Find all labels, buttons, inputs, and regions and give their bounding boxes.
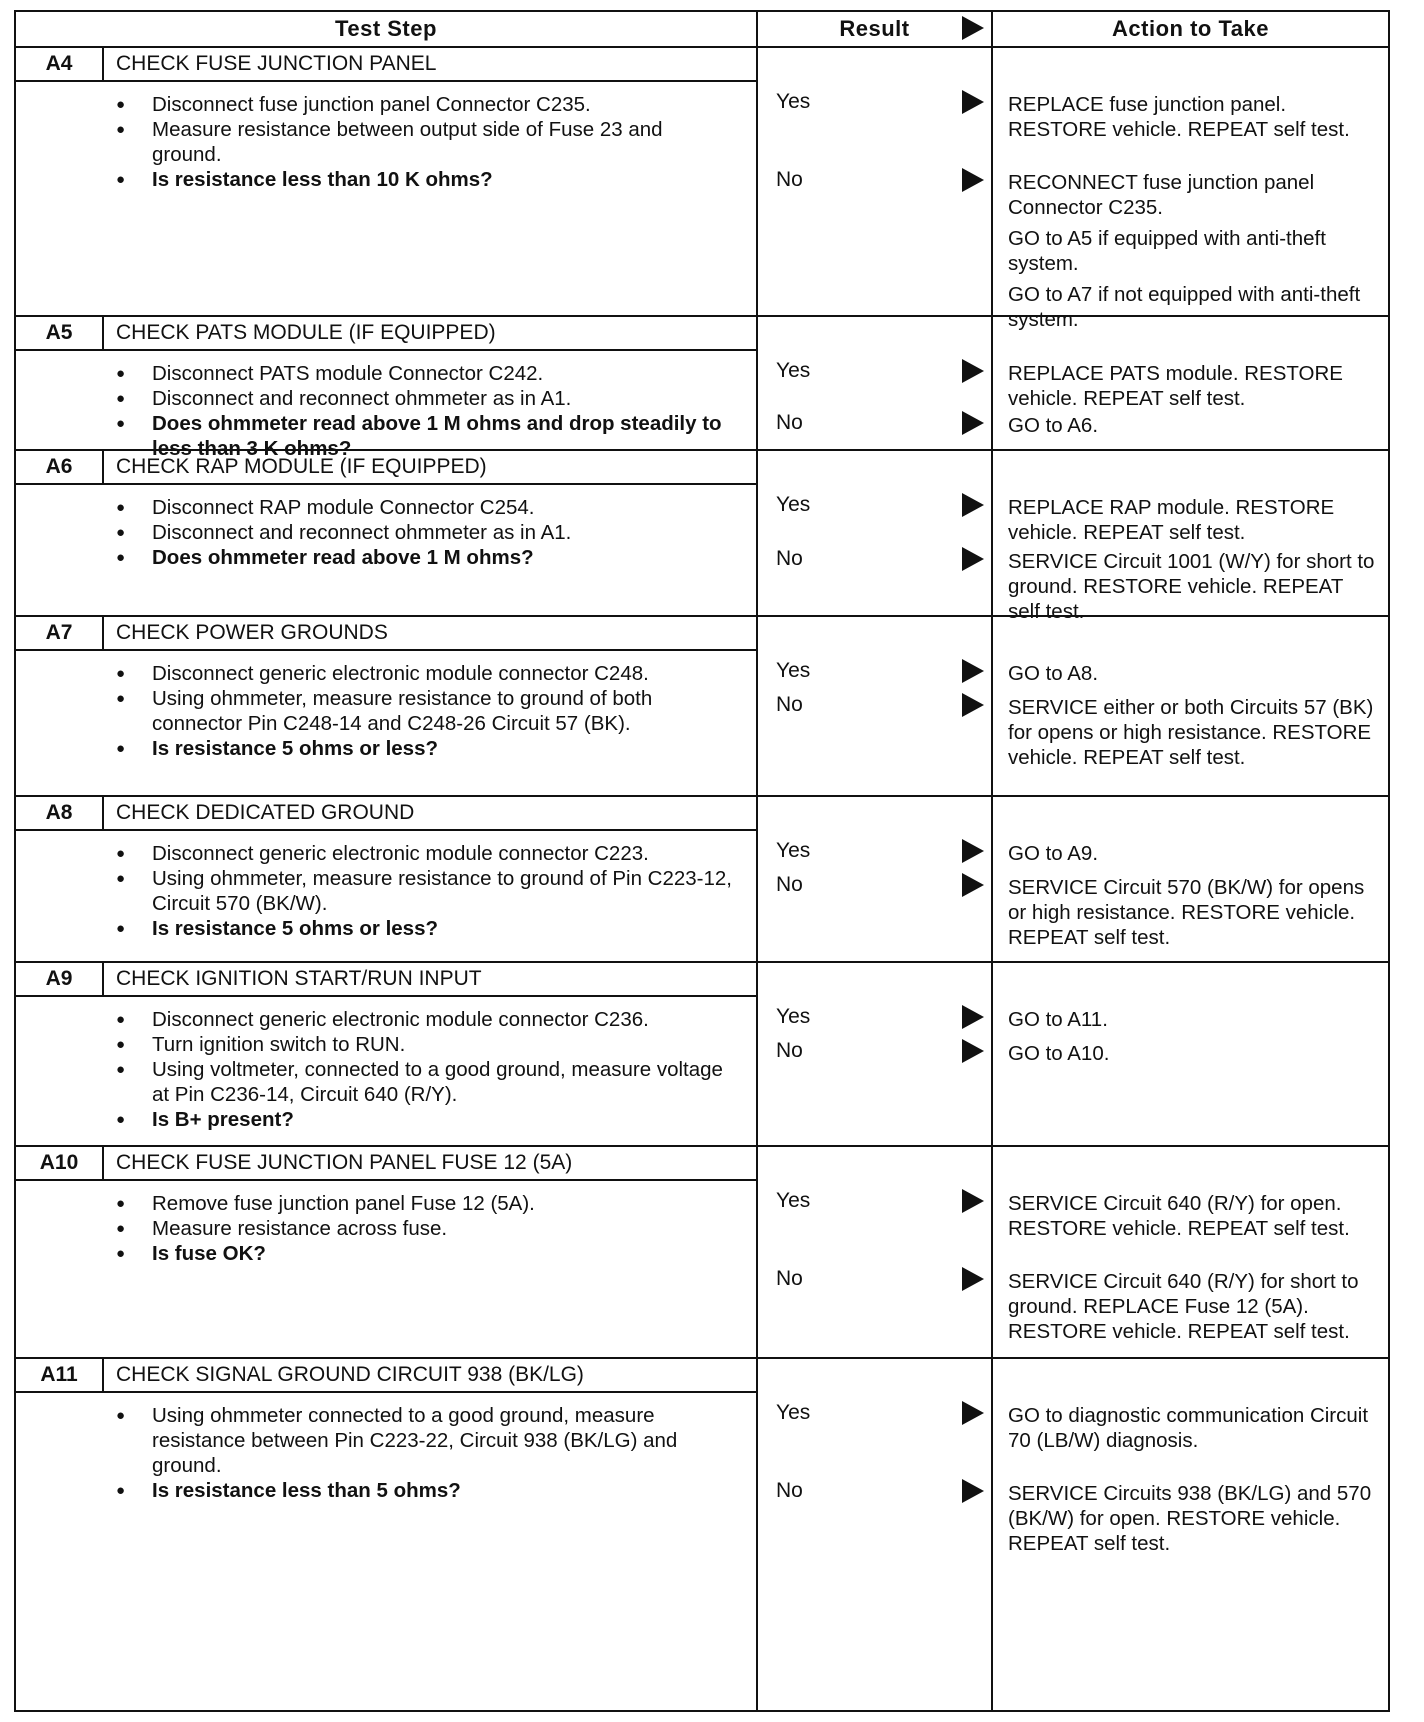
result-yes: Yes <box>776 1005 811 1028</box>
step-section-a5 <box>16 317 1388 460</box>
arrow-icon <box>962 359 984 383</box>
step-id: A7 <box>16 617 104 649</box>
action-text: REPLACE fuse junction panel. RESTORE vehicle. REPEAT self test. <box>1008 93 1350 141</box>
instruction: ● Disconnect RAP module Connector C254. <box>116 495 736 520</box>
result-no: No <box>776 547 803 570</box>
action-text: GO to A8. <box>1008 662 1099 685</box>
arrow-icon <box>962 168 984 192</box>
result-yes: Yes <box>776 1401 811 1424</box>
step-id: A4 <box>16 48 104 80</box>
result-no: No <box>776 168 803 191</box>
instruction: ● Disconnect generic electronic module connector C248. <box>116 661 736 686</box>
instruction: ● Disconnect and reconnect ohmmeter as in A1. <box>116 386 736 411</box>
action-text: GO to A10. <box>1008 1042 1110 1065</box>
step-title: CHECK IGNITION START/RUN INPUT <box>116 967 482 990</box>
arrow-icon <box>962 1189 984 1213</box>
result-yes: Yes <box>776 359 811 382</box>
action-text: SERVICE Circuit 1001 (W/Y) for short to ground. RESTORE vehicle. REPEAT self test. <box>1008 550 1375 623</box>
step-instructions <box>116 495 736 570</box>
step-section-a7 <box>16 617 1388 797</box>
header-action: Action to Take <box>991 12 1388 46</box>
action-text: GO to A6. <box>1008 414 1099 437</box>
step-section-a4 <box>16 48 1388 331</box>
step-question: ● Does ohmmeter read above 1 M ohms? <box>116 545 736 570</box>
table-header <box>16 12 1388 48</box>
step-id: A9 <box>16 963 104 995</box>
arrow-icon <box>962 90 984 114</box>
step-header <box>16 617 756 651</box>
action-text: GO to diagnostic communication Circuit 70 (LB/W) diagnosis. <box>1008 1404 1369 1452</box>
step-header <box>16 451 756 485</box>
step-title: CHECK FUSE JUNCTION PANEL <box>116 52 437 75</box>
action-text: REPLACE PATS module. RESTORE vehicle. REPEAT self test. <box>1008 362 1343 410</box>
action-no <box>1008 1041 1380 1072</box>
instruction: ● Using ohmmeter, measure resistance to ground of both connector Pin C248-14 and C248-26 Circuit 57 (BK). <box>116 686 736 736</box>
arrow-icon <box>962 547 984 571</box>
action-text: SERVICE Circuit 640 (R/Y) for short to ground. REPLACE Fuse 12 (5A). RESTORE vehicle. REPEAT self test. <box>1008 1270 1359 1343</box>
instruction: ● Using ohmmeter, measure resistance to ground of Pin C223-12, Circuit 570 (BK/W). <box>116 866 736 916</box>
instruction: ● Disconnect and reconnect ohmmeter as in A1. <box>116 520 736 545</box>
step-question: ● Is fuse OK? <box>116 1241 736 1266</box>
step-question: ● Is resistance 5 ohms or less? <box>116 916 736 941</box>
action-yes <box>1008 1403 1380 1459</box>
step-section-a8 <box>16 797 1388 963</box>
step-question: ● Is resistance less than 5 ohms? <box>116 1478 736 1503</box>
action-text: SERVICE either or both Circuits 57 (BK) for opens or high resistance. RESTORE vehicle. REPEAT self test. <box>1008 696 1374 769</box>
action-text: GO to A5 if equipped with anti-theft system. <box>1008 227 1326 275</box>
action-text: GO to A11. <box>1008 1008 1108 1031</box>
step-section-a10 <box>16 1147 1388 1359</box>
action-yes <box>1008 495 1380 551</box>
arrow-icon <box>962 493 984 517</box>
result-yes: Yes <box>776 90 811 113</box>
step-title: CHECK FUSE JUNCTION PANEL FUSE 12 (5A) <box>116 1151 573 1174</box>
arrow-icon <box>962 693 984 717</box>
instruction: ● Measure resistance across fuse. <box>116 1216 736 1241</box>
instruction: ● Measure resistance between output side of Fuse 23 and ground. <box>116 117 736 167</box>
action-yes <box>1008 1007 1380 1038</box>
diagnostic-table <box>14 10 1390 1712</box>
step-instructions <box>116 92 736 192</box>
arrow-icon <box>962 659 984 683</box>
step-header <box>16 797 756 831</box>
action-yes <box>1008 1191 1380 1247</box>
step-title: CHECK SIGNAL GROUND CIRCUIT 938 (BK/LG) <box>116 1363 584 1386</box>
result-no: No <box>776 693 803 716</box>
action-text: SERVICE Circuits 938 (BK/LG) and 570 (BK/W) for open. RESTORE vehicle. REPEAT self test. <box>1008 1482 1372 1555</box>
step-question: ● Does ohmmeter read above 1 M ohms and drop steadily to less than 3 K ohms? <box>116 411 736 461</box>
step-section-a6 <box>16 451 1388 623</box>
instruction: ● Disconnect PATS module Connector C242. <box>116 361 736 386</box>
step-id: A5 <box>16 317 104 349</box>
result-yes: Yes <box>776 1189 811 1212</box>
instruction: ● Using voltmeter, connected to a good ground, measure voltage at Pin C236-14, Circuit 640 (R/Y). <box>116 1057 736 1107</box>
action-no <box>1008 413 1380 444</box>
action-yes <box>1008 92 1380 148</box>
step-header <box>16 963 756 997</box>
step-instructions <box>116 661 736 761</box>
result-yes: Yes <box>776 493 811 516</box>
action-yes <box>1008 841 1380 872</box>
header-result: Result <box>756 12 991 46</box>
instruction: ● Disconnect generic electronic module connector C223. <box>116 841 736 866</box>
step-title: CHECK RAP MODULE (IF EQUIPPED) <box>116 455 487 478</box>
step-instructions <box>116 1007 736 1132</box>
step-id: A8 <box>16 797 104 829</box>
action-no <box>1008 1269 1380 1350</box>
action-text: SERVICE Circuit 640 (R/Y) for open. RESTORE vehicle. REPEAT self test. <box>1008 1192 1350 1240</box>
action-no <box>1008 170 1380 338</box>
arrow-icon <box>962 1039 984 1063</box>
result-no: No <box>776 1267 803 1290</box>
header-test-step: Test Step <box>335 16 437 41</box>
arrow-icon <box>962 1401 984 1425</box>
result-no: No <box>776 411 803 434</box>
action-no <box>1008 875 1380 956</box>
step-instructions <box>116 361 736 461</box>
arrow-icon <box>962 1267 984 1291</box>
result-no: No <box>776 873 803 896</box>
step-title: CHECK POWER GROUNDS <box>116 621 388 644</box>
action-text: GO to A7 if not equipped with anti-theft system. <box>1008 283 1361 331</box>
arrow-icon <box>962 873 984 897</box>
step-title: CHECK DEDICATED GROUND <box>116 801 415 824</box>
action-text: SERVICE Circuit 570 (BK/W) for opens or high resistance. RESTORE vehicle. REPEAT self test. <box>1008 876 1365 949</box>
result-yes: Yes <box>776 659 811 682</box>
step-question: ● Is B+ present? <box>116 1107 736 1132</box>
step-header <box>16 1359 756 1393</box>
header-arrow-icon <box>962 16 984 40</box>
action-text: RECONNECT fuse junction panel Connector C235. <box>1008 171 1315 219</box>
action-text: GO to A9. <box>1008 842 1099 865</box>
step-section-a11 <box>16 1359 1388 1710</box>
step-instructions <box>116 1403 736 1503</box>
action-yes <box>1008 361 1380 417</box>
step-section-a9 <box>16 963 1388 1147</box>
step-question: ● Is resistance 5 ohms or less? <box>116 736 736 761</box>
action-no <box>1008 1481 1380 1562</box>
instruction: ● Disconnect fuse junction panel Connector C235. <box>116 92 736 117</box>
instruction: ● Turn ignition switch to RUN. <box>116 1032 736 1057</box>
step-instructions <box>116 841 736 941</box>
instruction: ● Using ohmmeter connected to a good ground, measure resistance between Pin C223-22, Circuit 938 (BK/LG) and ground. <box>116 1403 736 1478</box>
step-id: A10 <box>16 1147 104 1179</box>
result-no: No <box>776 1039 803 1062</box>
result-no: No <box>776 1479 803 1502</box>
action-text: REPLACE RAP module. RESTORE vehicle. REPEAT self test. <box>1008 496 1335 544</box>
step-header <box>16 317 756 351</box>
arrow-icon <box>962 839 984 863</box>
instruction: ● Remove fuse junction panel Fuse 12 (5A). <box>116 1191 736 1216</box>
step-id: A6 <box>16 451 104 483</box>
step-id: A11 <box>16 1359 104 1391</box>
action-no <box>1008 695 1380 776</box>
arrow-icon <box>962 1005 984 1029</box>
step-instructions <box>116 1191 736 1266</box>
step-question: ● Is resistance less than 10 K ohms? <box>116 167 736 192</box>
step-title: CHECK PATS MODULE (IF EQUIPPED) <box>116 321 496 344</box>
step-header <box>16 1147 756 1181</box>
instruction: ● Disconnect generic electronic module connector C236. <box>116 1007 736 1032</box>
result-yes: Yes <box>776 839 811 862</box>
arrow-icon <box>962 411 984 435</box>
step-header <box>16 48 756 82</box>
action-yes <box>1008 661 1380 692</box>
arrow-icon <box>962 1479 984 1503</box>
